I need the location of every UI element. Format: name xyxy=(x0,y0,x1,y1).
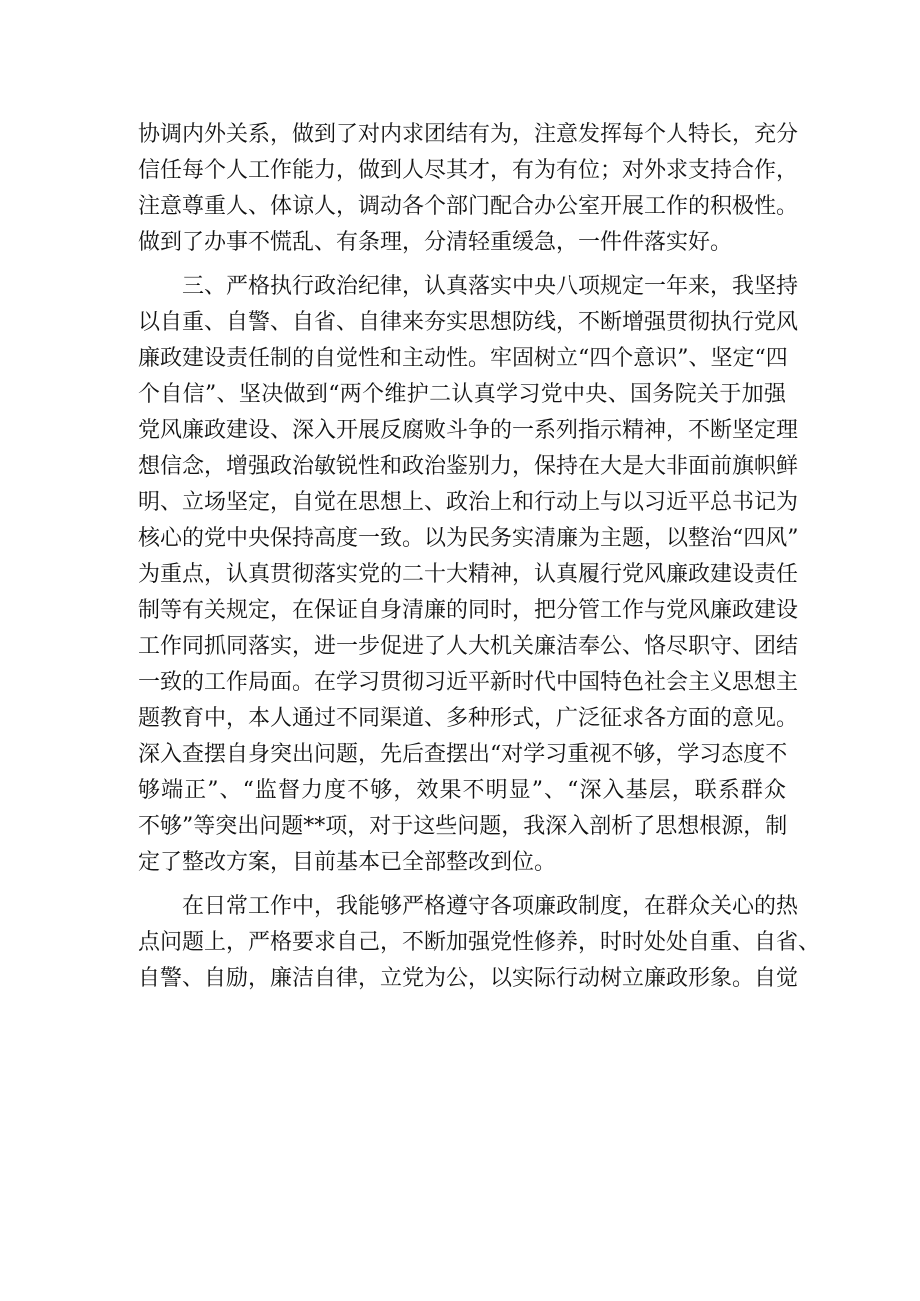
paragraph-2-line-16: 不够”等突出问题**项，对于这些问题，我深入剖析了思想根源，制 xyxy=(138,814,788,839)
paragraph-1 xyxy=(138,117,799,261)
paragraph-1-line-4: 做到了办事不慌乱、有条理，分清轻重缓急，一件件落实好。 xyxy=(138,230,733,255)
paragraph-2 xyxy=(138,269,799,881)
paragraph-2-line-6: 想信念，增强政治敏锐性和政治鉴别力，保持在大是大非面前旗帜鲜 xyxy=(138,454,799,479)
document-body xyxy=(138,117,821,997)
paragraph-spacer xyxy=(138,261,786,269)
paragraph-2-line-7: 明、立场坚定，自觉在思想上、政治上和行动上与以习近平总书记为 xyxy=(138,490,799,515)
paragraph-2-line-13: 题教育中，本人通过不同渠道、多种形式，广泛征求各方面的意见。 xyxy=(138,706,799,731)
paragraph-1-line-2: 信任每个人工作能力，做到人尽其才，有为有位；对外求支持合作， xyxy=(138,158,799,183)
paragraph-spacer xyxy=(138,881,786,889)
paragraph-2-line-4: 个自信”、坚决做到“两个维护二认真学习党中央、国务院关于加强 xyxy=(138,382,786,407)
paragraph-2-line-17: 定了整改方案，目前基本已全部整改到位。 xyxy=(138,850,557,875)
paragraph-3 xyxy=(138,889,821,997)
paragraph-2-line-3: 廉政建设责任制的自觉性和主动性。牢固树立“四个意识”、坚定“四 xyxy=(138,346,788,371)
paragraph-3-line-2: 点问题上，严格要求自己，不断加强党性修养，时时处处自重、自省、 xyxy=(138,930,821,955)
paragraph-2-line-11: 工作同抓同落实，进一步促进了人大机关廉洁奉公、恪尽职守、团结 xyxy=(138,634,799,659)
paragraph-2-line-8: 核心的党中央保持高度一致。以为民务实清廉为主题，以整治“四风” xyxy=(138,526,799,551)
paragraph-2-line-9: 为重点，认真贯彻落实党的二十大精神，认真履行党风廉政建设责任 xyxy=(138,562,799,587)
paragraph-1-line-3: 注意尊重人、体谅人，调动各个部门配合办公室开展工作的积极性。 xyxy=(138,194,799,219)
paragraph-3-line-1: 在日常工作中，我能够严格遵守各项廉政制度，在群众关心的热 xyxy=(138,894,799,919)
paragraph-2-line-14: 深入查摆自身突出问题，先后查摆出“对学习重视不够，学习态度不 xyxy=(138,742,788,767)
paragraph-2-line-5: 党风廉政建设、深入开展反腐败斗争的一系列指示精神，不断坚定理 xyxy=(138,418,799,443)
paragraph-2-line-10: 制等有关规定，在保证自身清廉的同时，把分管工作与党风廉政建设 xyxy=(138,598,799,623)
paragraph-2-line-15: 够端正”、“监督力度不够，效果不明显”、“深入基层，联系群众 xyxy=(138,778,786,803)
paragraph-2-line-1: 三、严格执行政治纪律，认真落实中央八项规定一年来，我坚持 xyxy=(138,274,799,299)
paragraph-1-line-1: 协调内外关系，做到了对内求团结有为，注意发挥每个人特长，充分 xyxy=(138,122,799,147)
paragraph-2-line-2: 以自重、自警、自省、自律来夯实思想防线，不断增强贯彻执行党风 xyxy=(138,310,799,335)
paragraph-2-line-12: 一致的工作局面。在学习贯彻习近平新时代中国特色社会主义思想主 xyxy=(138,670,799,695)
paragraph-3-line-3: 自警、自励，廉洁自律，立党为公，以实际行动树立廉政形象。自觉 xyxy=(138,966,799,991)
